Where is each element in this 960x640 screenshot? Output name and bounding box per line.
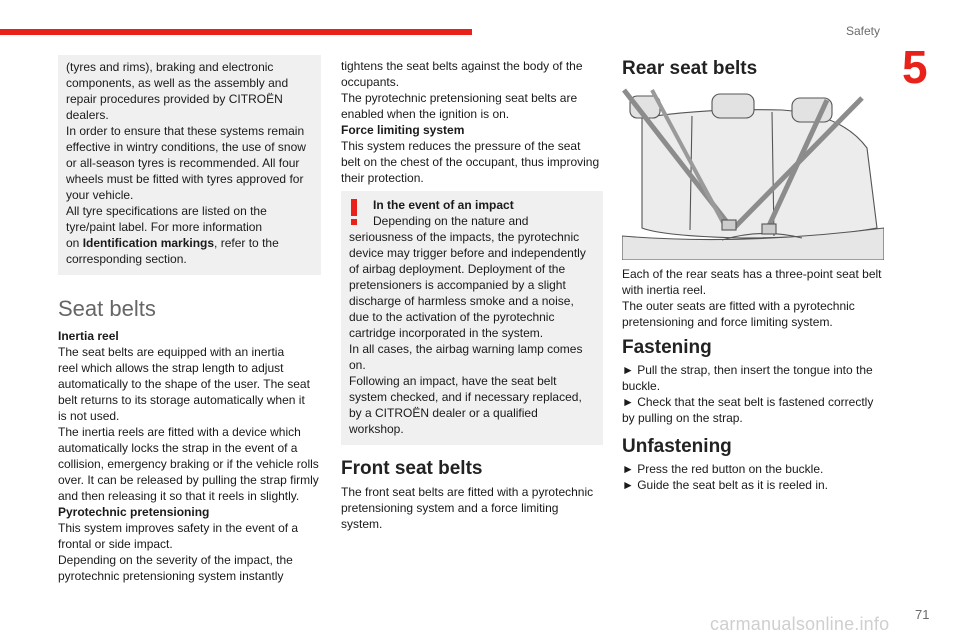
front-seat-belts-title: Front seat belts	[341, 458, 483, 479]
text-line: their protection.	[341, 171, 424, 185]
text-line: on.	[349, 358, 366, 372]
text-line: ► Guide the seat belt as it is reeled in.	[622, 478, 828, 492]
text-line: and then releasing it so that it reels in slightly.	[58, 489, 300, 503]
text-line: your vehicle.	[66, 188, 134, 202]
text-line: components, as well as the assembly and	[66, 76, 289, 90]
warning-exclamation-icon	[349, 199, 359, 225]
text-line: In order to ensure that these systems remain	[66, 124, 305, 138]
text-line: reel which allows the strap length to adjust	[58, 361, 284, 375]
text-line: is not used.	[58, 409, 120, 423]
text-line: automatically locks the strap in the event of a	[58, 441, 298, 455]
text-line: All tyre specifications are listed on the	[66, 204, 267, 218]
text-line: system.	[341, 517, 383, 531]
text-line: ► Press the red button on the buckle.	[622, 462, 824, 476]
text-line: This system reduces the pressure of the seat	[341, 139, 581, 153]
text-line: In all cases, the airbag warning lamp comes	[349, 342, 583, 356]
unfastening-title: Unfastening	[622, 436, 732, 457]
text-line: or all-season tyres is recommended. All four	[66, 156, 300, 170]
text-line: seriousness of the impacts, the pyrotechnic	[349, 230, 580, 244]
text-line: pretensioners is accompanied by a slight	[349, 278, 566, 292]
text-line: wheels must be fitted with tyres approved for	[66, 172, 304, 186]
text-line: The outer seats are fitted with a pyrotechnic	[622, 299, 855, 313]
front-seat-belts-body	[341, 484, 603, 532]
text-line: Depending on the severity of the impact, the	[58, 553, 293, 567]
tyre-info-box	[58, 55, 321, 275]
text-line: Following an impact, have the seat belt	[349, 374, 557, 388]
text-line: The inertia reels are fitted with a device which	[58, 425, 301, 439]
watermark: carmanualsonline.info	[710, 614, 890, 634]
text-line: The pyrotechnic pretensioning seat belts are	[341, 91, 578, 105]
text-line: Depending on the nature and	[373, 214, 529, 228]
section-label: Safety	[846, 24, 881, 38]
text-line: over. It can be released by pulling the strap firmly	[58, 473, 319, 487]
text-line: frontal or side impact.	[58, 537, 173, 551]
seat-belts-title: Seat belts	[58, 296, 156, 321]
rear-seat-illustration	[622, 88, 884, 260]
text-line: The front seat belts are fitted with a pyrotechnic	[341, 485, 594, 499]
text-line: of airbag deployment. Deployment of the	[349, 262, 566, 276]
seat-belts-body	[58, 328, 326, 584]
header-red-bar	[0, 29, 472, 35]
text-line: repair procedures provided by CITROËN	[66, 92, 283, 106]
text-line: belt returns to its storage automatically when it	[58, 393, 305, 407]
text-line: system checked, and if necessary replaced,	[349, 390, 582, 404]
chapter-number: 5	[902, 41, 928, 93]
text-line: by a CITROËN dealer or a qualified	[349, 406, 538, 420]
text-line: ► Check that the seat belt is fastened correctly	[622, 395, 874, 409]
pyrotechnic-heading: Pyrotechnic pretensioning	[58, 505, 210, 519]
text-line: workshop.	[349, 422, 404, 436]
fastening-body	[622, 362, 884, 426]
text-line: with inertia reel.	[622, 283, 707, 297]
text-line: device may trigger before and independently	[349, 246, 586, 260]
rear-seat-belts-title: Rear seat belts	[622, 58, 758, 79]
page-number: 71	[915, 607, 930, 622]
text-fragment: on	[66, 236, 83, 250]
text-line: pyrotechnic pretensioning system instantly	[58, 569, 284, 583]
pretensioning-body	[341, 58, 603, 186]
text-line: pretensioning system and a force limiting	[341, 501, 559, 515]
force-limiting-heading: Force limiting system	[341, 123, 465, 137]
text-line: belt on the chest of the occupant, thus improving	[341, 155, 600, 169]
text-line: This system improves safety in the event of a	[58, 521, 299, 535]
text-line: ► Pull the strap, then insert the tongue into the	[622, 363, 873, 377]
text-line: corresponding section.	[66, 252, 187, 266]
rear-seat-belts-body	[622, 266, 884, 330]
text-line: Each of the rear seats has a three-point seat belt	[622, 267, 882, 281]
unfastening-body	[622, 461, 884, 493]
text-line: (tyres and rims), braking and electronic	[66, 60, 274, 74]
text-fragment: , refer to the	[214, 236, 279, 250]
text-line: due to the activation of the pyrotechnic	[349, 310, 555, 324]
text-line: collision, emergency braking or if the vehicle rolls	[58, 457, 319, 471]
impact-warning-box	[341, 191, 603, 445]
text-line: automatically to the shape of the user. The seat	[58, 377, 310, 391]
text-line: occupants.	[341, 75, 400, 89]
text-line: dealers.	[66, 108, 109, 122]
cross-reference: Identification markings	[82, 236, 215, 250]
inertia-reel-heading: Inertia reel	[58, 329, 119, 343]
text-line: pretensioning and force limiting system.	[622, 315, 833, 329]
text-line: tightens the seat belts against the body of the	[341, 59, 583, 73]
text-line: cartridge incorporated in the system.	[349, 326, 544, 340]
text-line: enabled when the ignition is on.	[341, 107, 510, 121]
text-line: discharge of harmless smoke and a noise,	[349, 294, 574, 308]
warning-title: In the event of an impact	[373, 198, 514, 212]
text-line: by pulling on the strap.	[622, 411, 743, 425]
text-line	[66, 235, 313, 251]
text-line: buckle.	[622, 379, 661, 393]
text-line: effective in wintry conditions, the use of snow	[66, 140, 306, 154]
text-line: The seat belts are equipped with an inertia	[58, 345, 285, 359]
fastening-title: Fastening	[622, 337, 712, 358]
text-line: tyre/paint label. For more information	[66, 220, 263, 234]
